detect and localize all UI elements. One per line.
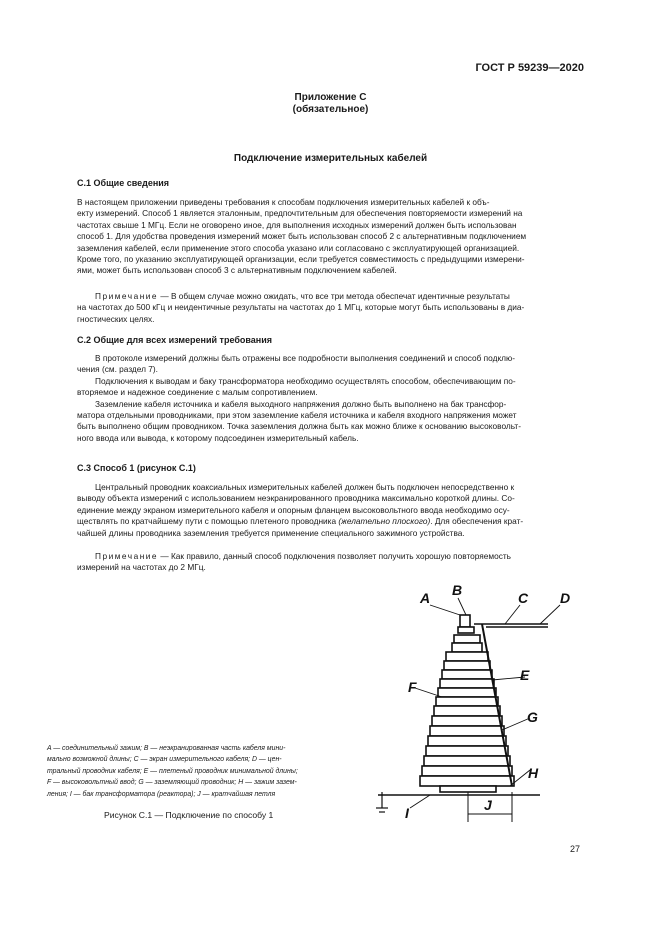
c2-line: матора отдельными проводниками, при этом заземление кабеля источника и кабеля входного напряжения может (77, 410, 517, 421)
c3-line: чайшей длины проводника заземления требуется применение специального зажимного устройства. (77, 527, 465, 538)
label-g: G (527, 709, 538, 725)
note-label: Примечание (95, 551, 159, 561)
terminal-base (458, 627, 474, 633)
section-c3-heading: С.3 Способ 1 (рисунок С.1) (77, 463, 196, 473)
c2-line: вторяемое и надежное соединение с малым сопротивлением. (77, 387, 318, 398)
label-j: J (484, 797, 492, 813)
c2-line: быть выполнено общим проводником. Точка заземления должна быть как можно ближе к основанию высоковольт- (77, 421, 521, 432)
flange (440, 786, 496, 792)
label-b: B (452, 582, 463, 598)
legend-line: ления; I — бак трансформатора (реактора); J — кратчайшая петля (47, 790, 276, 798)
label-a: A (420, 590, 431, 606)
c2-line: Подключения к выводам и баку трансформатора необходимо осуществлять способом, обеспечивающим по- (95, 375, 516, 386)
legend-line: F — высоковольтный ввод; G — заземляющий проводник; H — зажим зазем- (47, 779, 297, 787)
label-c: C (518, 590, 529, 606)
section-c2-heading: С.2 Общие для всех измерений требования (77, 335, 273, 345)
c1-line: способ 1. Для удобства проведения измерений может быть использован способ 2 с альтернативным подключением (77, 231, 527, 242)
c2-line: В протоколе измерений должны быть отражены все подробности выполнения соединений и способ подклю- (95, 353, 515, 363)
appendix-title: Приложение С (294, 92, 367, 103)
label-f: F (408, 679, 417, 695)
c3-line: . Для обеспечения крат- (430, 516, 524, 527)
c2-line: чения (см. раздел 7). (77, 364, 158, 375)
document-id: ГОСТ Р 59239—2020 (475, 62, 584, 74)
label-e: E (520, 667, 530, 683)
c2-line: ного ввода или вывода, к которому подсоединен измерительный кабель. (77, 432, 359, 443)
label-i: I (405, 805, 409, 821)
note-line: гностических целях. (77, 313, 155, 324)
note-text: — В общем случае можно ожидать, что все три метода обеспечат идентичные результаты (158, 291, 510, 301)
note-line: на частотах до 500 кГц и неидентичные результаты на частотах до 1 МГц, которые могут быть использованы в диа- (77, 302, 525, 313)
c1-line: заземления кабелей, если применение этого способа указано или согласовано с эксплуатирующей организацией. (77, 242, 520, 253)
label-d: D (560, 590, 571, 606)
c3-line: единение между экраном измерительного кабеля и опорным фланцем высоковольтного ввода необходимо осу- (77, 504, 510, 515)
legend-line: A — соединительный зажим; B — неэкранированная часть кабеля мини- (47, 745, 286, 752)
appendix-subtitle: (обязательное) (292, 104, 369, 115)
c2-line: Заземление кабеля источника и кабеля выходного напряжения должно быть выполнено на бак трансфор- (95, 398, 507, 409)
section-c2-body (77, 353, 584, 444)
c1-line: В настоящем приложении приведены требования к способам подключения измерительных кабелей к объ- (77, 197, 490, 207)
main-title: Подключение измерительных кабелей (233, 153, 428, 164)
figure-caption: Рисунок С.1 — Подключение по способу 1 (104, 810, 274, 820)
c3-line: выводу объекта измерений с использованием неэкранированного проводника максимально короткой длины. Со- (77, 493, 515, 504)
note-label: Примечание (95, 291, 159, 301)
legend-line: тральный проводник кабеля; E — плетеный проводник минимальной длины; (47, 767, 298, 775)
c1-line: екту измерений. Способ 1 является эталонным, предпочтительным для обеспечения повторяемости измерений на (77, 208, 523, 219)
section-c3-body (77, 482, 584, 539)
legend-line: мально возможной длины; C — экран измерительного кабеля; D — цен- (47, 756, 282, 764)
figure-legend (47, 743, 367, 800)
c3-italic: (желательно плоского) (338, 516, 431, 527)
c1-line: ями, может быть использован способ 3 с альтернативным подключением кабелей. (77, 265, 397, 276)
c3-line: ществлять по кратчайшему пути с помощью плетеного проводника (77, 516, 339, 527)
section-c3-note (77, 551, 584, 574)
terminal-clamp (460, 615, 470, 627)
note-line: измерений на частотах до 2 МГц. (77, 562, 206, 573)
label-h: H (528, 765, 539, 781)
c1-line: Кроме того, по указанию эксплуатирующей организации, если требуется совместимость с предыдущими измерени- (77, 254, 525, 265)
c1-line: частотах свыше 1 МГц. Если не оговорено иное, для выполнения исходных измерений должен быть использован (77, 219, 517, 230)
note-text: — Как правило, данный способ подключения позволяет получить хорошую повторяемость (158, 551, 512, 561)
figure-c1-diagram (370, 580, 590, 825)
page-number: 27 (570, 844, 581, 854)
c3-line: Центральный проводник коаксиальных измерительных кабелей должен быть подключен непосредственно к (95, 482, 515, 492)
section-c1-note (77, 291, 584, 325)
section-c1-body (77, 197, 584, 277)
section-c1-heading: С.1 Общие сведения (77, 178, 170, 188)
bushing-sheds (420, 635, 514, 786)
